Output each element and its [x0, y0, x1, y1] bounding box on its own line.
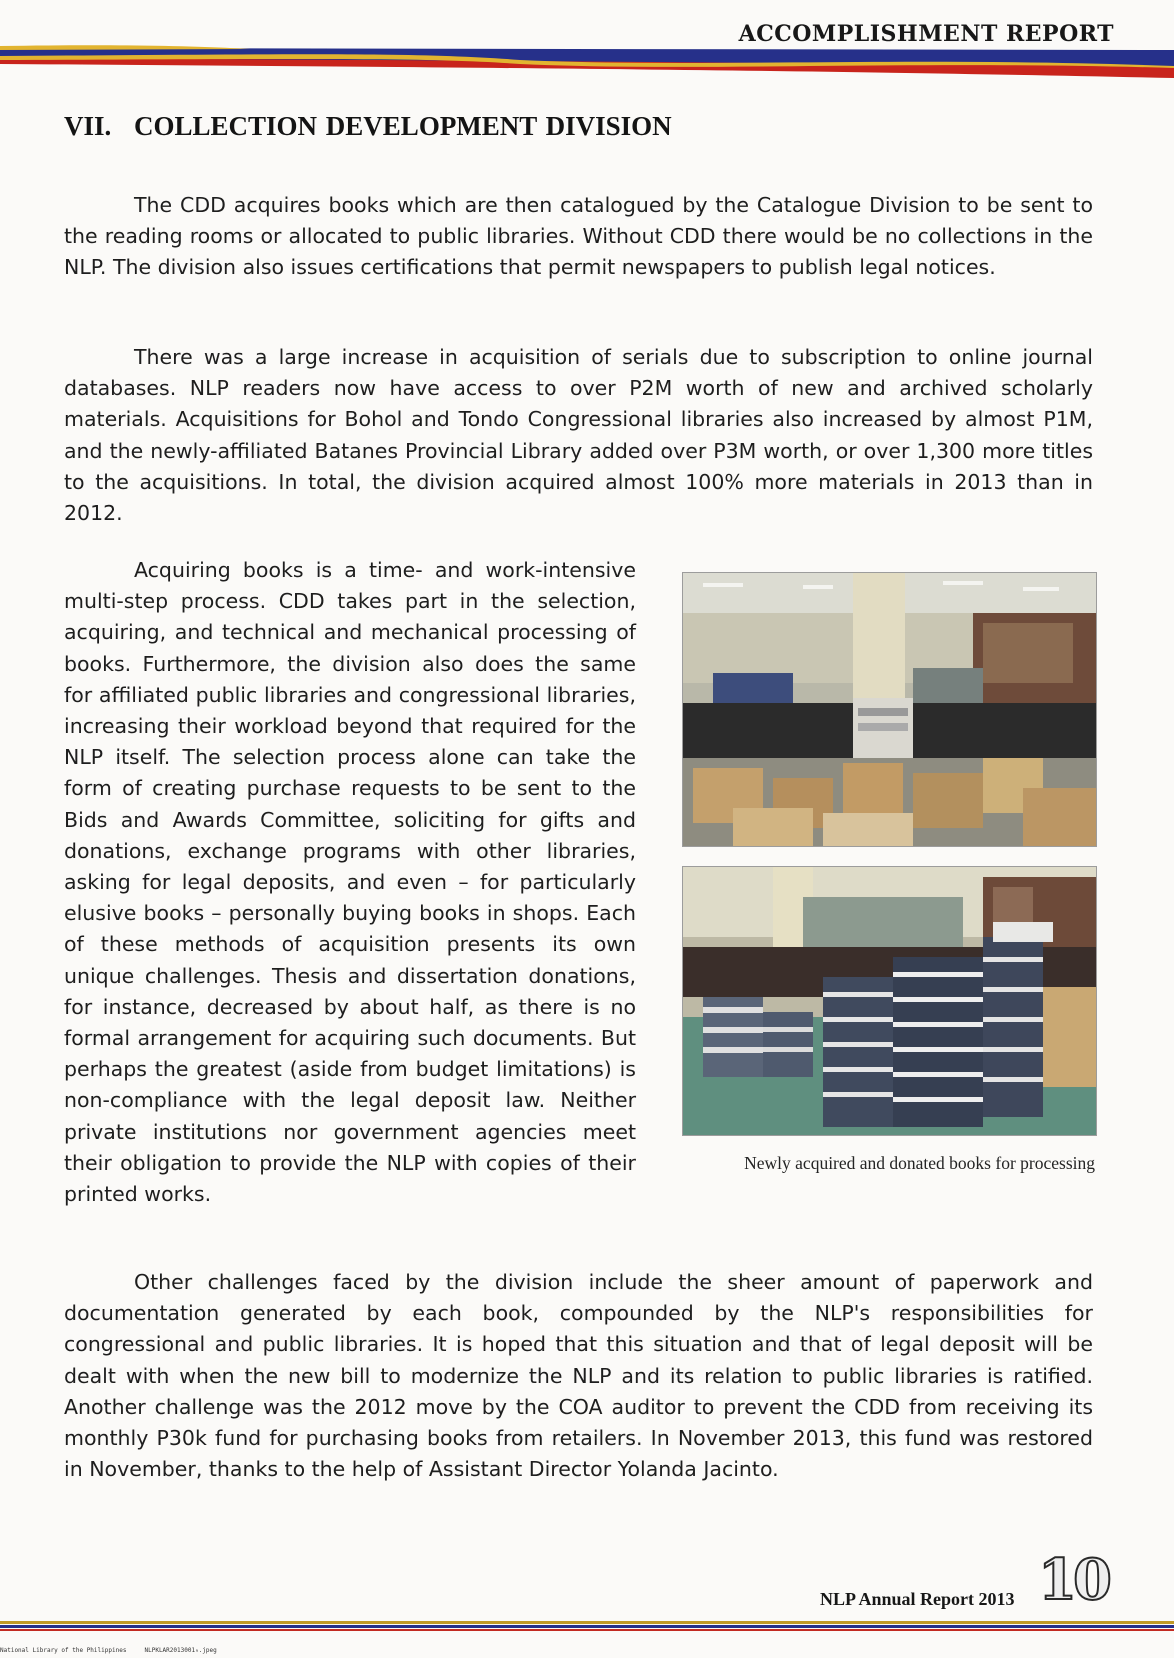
scan-source-note: National Library of the Philippines NLPKLAR2013001₉.jpeg: [0, 1647, 217, 1654]
footer-line-gold: [0, 1621, 1174, 1624]
photo-caption: Newly acquired and donated books for processing: [744, 1153, 1095, 1173]
footer-line-blue: [0, 1625, 1174, 1628]
header-title: ACCOMPLISHMENT REPORT: [738, 21, 1114, 47]
header-ribbon: [0, 44, 1174, 78]
office-books-photo-2: [682, 866, 1097, 1136]
office-books-photo-1: [682, 572, 1097, 847]
page-number: 10: [1038, 1547, 1108, 1613]
paragraph-process: Acquiring books is a time- and work-intensive multi-step process. CDD takes part in the selection, acquiring, and technical and mechanical processing of books. Furthermore, the division also does the same for affiliated public libraries and congressional libraries, increasing their workload beyond that required for the NLP itself. The selection process alone can take the form of creating purchase requests to be sent to the Bids and Awards Committee, soliciting for gifts and donations, exchange programs with other libraries, asking for legal deposits, and even – for particularly elusive books – personally buying books in shops. Each of these methods of acquisition presents its own unique challenges. Thesis and dissertation donations, for instance, decreased by about half, as there is no formal arrangement for acquiring such documents. But perhaps the greatest (aside from budget limitations) is non-compliance with the legal deposit law. Neither private institutions nor government agencies meet their obligation to provide the NLP with copies of their printed works.: [64, 558, 636, 1207]
paragraph-intro: The CDD acquires books which are then catalogued by the Catalogue Division to be sent to the reading rooms or allocated to public libraries. Without CDD there would be no collections in the NLP. The division also issues certifications that permit newspapers to publish legal notices.: [64, 193, 1093, 280]
section-number: VII.: [64, 111, 112, 141]
section-title: COLLECTION DEVELOPMENT DIVISION: [134, 111, 672, 141]
section-heading: [64, 111, 672, 142]
footer-report-label: NLP Annual Report 2013: [820, 1589, 1015, 1609]
footer-line-red: [0, 1629, 1174, 1631]
paragraph-acquisitions: There was a large increase in acquisition of serials due to subscription to online journal databases. NLP readers now have access to over P2M worth of new and archived scholarly materials. Acquisitions for Bohol and Tondo Congressional libraries also increased by almost P1M, and the newly-affiliated Batanes Provincial Library added over P3M worth, or over 1,300 more titles to the acquisitions. In total, the division acquired almost 100% more materials in 2013 than in 2012.: [64, 345, 1093, 526]
paragraph-challenges: Other challenges faced by the division include the sheer amount of paperwork and documentation generated by each book, compounded by the NLP's responsibilities for congressional and public libraries. It is hoped that this situation and that of legal deposit will be dealt with when the new bill to modernize the NLP and its relation to public libraries is ratified. Another challenge was the 2012 move by the COA auditor to prevent the CDD from receiving its monthly P30k fund for purchasing books from retailers. In November 2013, this fund was restored in November, thanks to the help of Assistant Director Yolanda Jacinto.: [64, 1270, 1093, 1482]
